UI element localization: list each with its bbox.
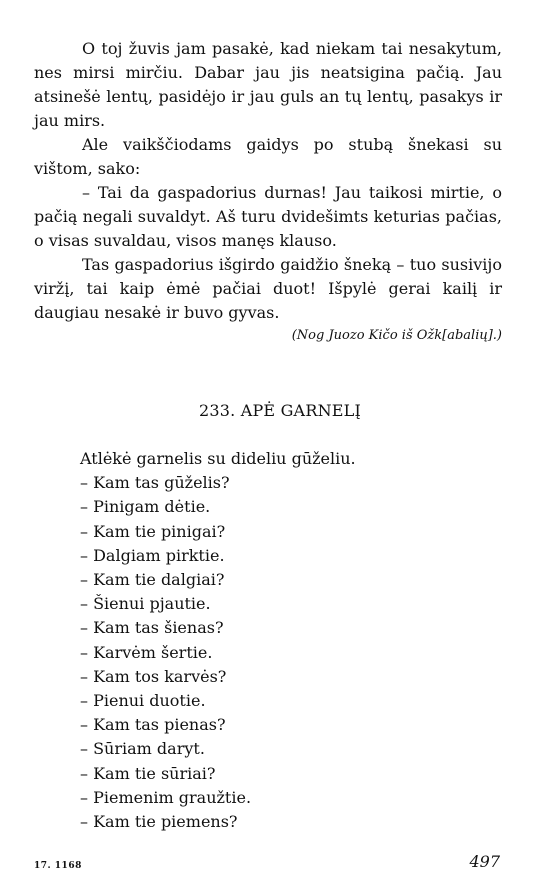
verse-line: – Kam tie piemens? [80,812,238,832]
paragraph: – Tai da gaspadorius durnas! Jau taikosi mirtie, o pačią negali suvaldyt. Aš turu dvidešimts keturias pačias, o visas suvaldau, visos manęs klauso. [34,183,502,250]
section-title: 233. APĖ GARNELĮ [198,401,361,420]
verse-line: – Sūriam daryt. [80,739,205,759]
verse-line: – Piemenim graužtie. [80,787,252,807]
verse-line: – Kam tos karvės? [80,666,227,686]
paragraph: O toj žuvis jam pasakė, kad niekam tai nesakytum, nes mirsi mirčiu. Dabar jau jis neatsigina pačią. Jau atsinešė lentų, pasidėjo ir jau guls an tų lentų, pasakys ir jau mirs. [34,39,502,130]
verse-line: – Kam tie dalgiai? [80,570,225,590]
paragraph: Tas gaspadorius išgirdo gaidžio šneką – tuo susivijo viržį, tai kaip ėmė pačiai duot! Išpylė gerai kailį ir daugiau nesakė ir buvo gyvas. [34,255,502,322]
verse-line: – Kam tie pinigai? [80,521,226,541]
verse-line: – Kam tas pienas? [80,715,226,735]
page-number: 497 [469,852,500,871]
source-attribution: (Nog Juozo Kičo iš Ožk[abalių].) [291,328,502,343]
paragraph: Ale vaikščiodams gaidys po stubą šnekasi su vištom, sako: [34,135,502,178]
story-text [34,37,502,325]
verse-line: – Pinigam dėtie. [80,497,211,517]
verse-line: – Pienui duotie. [80,691,206,711]
verse-block [80,447,356,834]
verse-line: – Šienui pjautie. [80,594,211,614]
printer-signature: 17. 1168 [34,861,82,871]
verse-line: – Dalgiam pirktie. [80,545,225,565]
verse-line: – Kam tas gūželis? [80,473,230,493]
verse-line: Atlėkė garnelis su dideliu gūželiu. [80,449,356,468]
verse-line: – Kam tie sūriai? [80,763,216,783]
verse-line: – Karvėm šertie. [80,642,213,662]
verse-line: – Kam tas šienas? [80,618,224,638]
